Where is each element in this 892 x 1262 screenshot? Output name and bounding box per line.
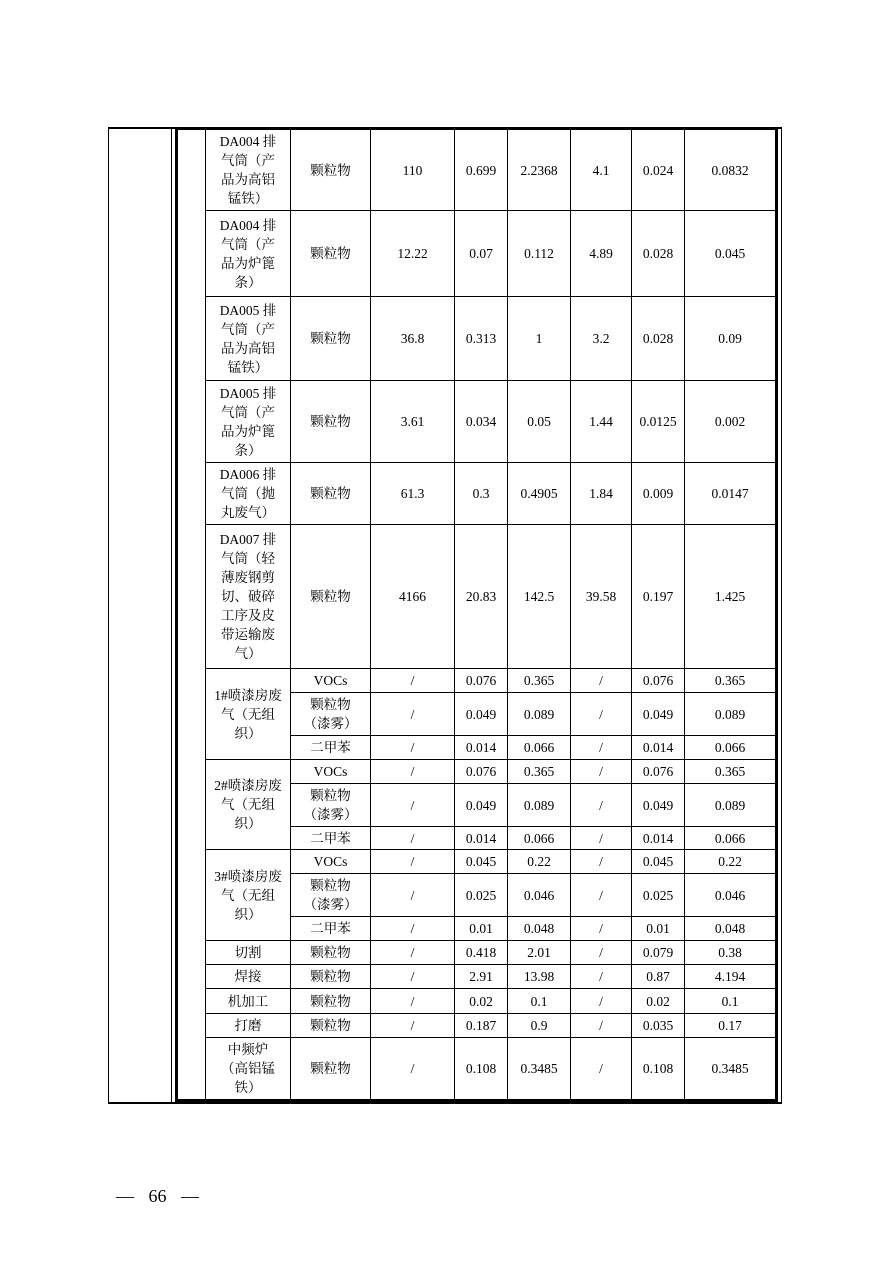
pollutant-cell: 二甲苯 — [291, 827, 371, 850]
value-cell: 0.066 — [508, 827, 571, 850]
value-cell: 0.01 — [455, 917, 508, 941]
value-cell: 0.079 — [632, 941, 685, 965]
value-cell: 0.066 — [508, 736, 571, 760]
table-row — [177, 989, 777, 1014]
value-cell: / — [371, 1014, 455, 1038]
value-cell: 0.045 — [632, 850, 685, 874]
value-cell: / — [371, 736, 455, 760]
pollutant-cell: 颗粒物 — [291, 297, 371, 381]
value-cell: 0.418 — [455, 941, 508, 965]
value-cell: 0.046 — [508, 874, 571, 917]
table-row — [177, 1014, 777, 1038]
table-row — [177, 1038, 777, 1101]
value-cell: 0.365 — [685, 669, 777, 693]
value-cell: / — [371, 917, 455, 941]
emission-source-cell: DA007 排气筒（轻薄废钢剪切、破碎工序及皮带运输废气） — [206, 525, 291, 669]
value-cell: / — [571, 874, 632, 917]
emission-source-cell: DA005 排气筒（产品为炉篦条） — [206, 381, 291, 463]
value-cell: / — [371, 989, 455, 1014]
pollutant-cell: 颗粒物 — [291, 989, 371, 1014]
value-cell: 0.187 — [455, 1014, 508, 1038]
pollutant-cell: 二甲苯 — [291, 917, 371, 941]
value-cell: 0.1 — [508, 989, 571, 1014]
value-cell: 20.83 — [455, 525, 508, 669]
emission-source-cell: 机加工 — [206, 989, 291, 1014]
value-cell: 1.44 — [571, 381, 632, 463]
pollutant-cell: 颗粒物 — [291, 1038, 371, 1101]
value-cell: 0.01 — [632, 917, 685, 941]
value-cell: 0.3 — [455, 463, 508, 525]
value-cell: 0.024 — [632, 129, 685, 211]
value-cell: 142.5 — [508, 525, 571, 669]
value-cell: 0.089 — [508, 693, 571, 736]
value-cell: 2.2368 — [508, 129, 571, 211]
value-cell: 0.4905 — [508, 463, 571, 525]
emission-source-cell: 打磨 — [206, 1014, 291, 1038]
value-cell: 0.02 — [455, 989, 508, 1014]
value-cell: / — [371, 874, 455, 917]
emission-source-cell: DA006 排气筒（抛丸废气） — [206, 463, 291, 525]
value-cell: 0.07 — [455, 211, 508, 297]
value-cell: 0.87 — [632, 965, 685, 989]
table-row — [177, 463, 777, 525]
pollutant-cell: 颗粒物 — [291, 381, 371, 463]
value-cell: 0.05 — [508, 381, 571, 463]
value-cell: 0.045 — [685, 211, 777, 297]
value-cell: 4166 — [371, 525, 455, 669]
value-cell: 0.112 — [508, 211, 571, 297]
value-cell: / — [571, 989, 632, 1014]
value-cell: 0.089 — [508, 784, 571, 827]
blank-column — [177, 129, 206, 1101]
value-cell: 0.02 — [632, 989, 685, 1014]
value-cell: 0.076 — [455, 760, 508, 784]
pollutant-cell: 颗粒物 — [291, 525, 371, 669]
emission-source-cell: 切割 — [206, 941, 291, 965]
value-cell: / — [371, 1038, 455, 1101]
pollutant-cell: 颗粒物 — [291, 211, 371, 297]
value-cell: / — [571, 1014, 632, 1038]
pollutant-cell: 颗粒物 — [291, 965, 371, 989]
table-row — [177, 850, 777, 874]
value-cell: 0.197 — [632, 525, 685, 669]
value-cell: 0.076 — [455, 669, 508, 693]
pollutant-cell: 颗粒物 — [291, 1014, 371, 1038]
table-row — [177, 965, 777, 989]
value-cell: 0.38 — [685, 941, 777, 965]
emission-source-cell: DA004 排气筒（产品为炉篦条） — [206, 211, 291, 297]
value-cell: 0.014 — [455, 827, 508, 850]
value-cell: / — [371, 965, 455, 989]
pollutant-cell: 二甲苯 — [291, 736, 371, 760]
value-cell: 0.066 — [685, 827, 777, 850]
pollutant-cell: 颗粒物（漆雾） — [291, 784, 371, 827]
table-row — [177, 211, 777, 297]
emissions-table-body — [177, 129, 777, 1101]
value-cell: 4.194 — [685, 965, 777, 989]
value-cell: / — [371, 941, 455, 965]
value-cell: 0.365 — [508, 760, 571, 784]
pollutant-cell: 颗粒物 — [291, 463, 371, 525]
table-row — [177, 525, 777, 669]
value-cell: / — [571, 941, 632, 965]
value-cell: 0.048 — [508, 917, 571, 941]
pollutant-cell: 颗粒物 — [291, 129, 371, 211]
table-row — [177, 381, 777, 463]
value-cell: / — [371, 827, 455, 850]
emission-source-cell: 1#喷漆房废气（无组织） — [206, 669, 291, 760]
value-cell: 0.0832 — [685, 129, 777, 211]
value-cell: / — [371, 850, 455, 874]
value-cell: 0.066 — [685, 736, 777, 760]
value-cell: 0.049 — [632, 693, 685, 736]
value-cell: 0.0125 — [632, 381, 685, 463]
pollutant-cell: VOCs — [291, 850, 371, 874]
value-cell: 0.089 — [685, 693, 777, 736]
value-cell: / — [371, 784, 455, 827]
pollutant-cell: VOCs — [291, 669, 371, 693]
emission-source-cell: 中频炉（高铝锰铁） — [206, 1038, 291, 1101]
value-cell: 0.028 — [632, 211, 685, 297]
value-cell: / — [571, 669, 632, 693]
value-cell: 0.22 — [508, 850, 571, 874]
left-column-divider — [171, 127, 172, 1104]
value-cell: 0.108 — [632, 1038, 685, 1101]
value-cell: 110 — [371, 129, 455, 211]
value-cell: 1 — [508, 297, 571, 381]
value-cell: 0.108 — [455, 1038, 508, 1101]
value-cell: / — [571, 784, 632, 827]
value-cell: 4.1 — [571, 129, 632, 211]
page-number: — 66 — — [116, 1186, 199, 1206]
table-row — [177, 669, 777, 693]
value-cell: 0.045 — [455, 850, 508, 874]
value-cell: / — [371, 669, 455, 693]
value-cell: 0.002 — [685, 381, 777, 463]
value-cell: 0.014 — [455, 736, 508, 760]
value-cell: 0.22 — [685, 850, 777, 874]
value-cell: / — [571, 736, 632, 760]
emission-source-cell: 焊接 — [206, 965, 291, 989]
value-cell: 0.034 — [455, 381, 508, 463]
value-cell: 0.076 — [632, 669, 685, 693]
value-cell: 0.035 — [632, 1014, 685, 1038]
value-cell: 3.2 — [571, 297, 632, 381]
pollutant-cell: VOCs — [291, 760, 371, 784]
value-cell: 0.313 — [455, 297, 508, 381]
value-cell: 0.028 — [632, 297, 685, 381]
emission-source-cell: 3#喷漆房废气（无组织） — [206, 850, 291, 941]
emission-source-cell: DA005 排气筒（产品为高铝锰铁） — [206, 297, 291, 381]
value-cell: 0.1 — [685, 989, 777, 1014]
value-cell: / — [571, 965, 632, 989]
value-cell: 0.3485 — [508, 1038, 571, 1101]
table-row — [177, 129, 777, 211]
table-row — [177, 760, 777, 784]
value-cell: / — [571, 917, 632, 941]
value-cell: 0.076 — [632, 760, 685, 784]
pollutant-cell: 颗粒物（漆雾） — [291, 874, 371, 917]
emissions-table — [175, 127, 778, 1102]
value-cell: 0.049 — [455, 784, 508, 827]
value-cell: 0.3485 — [685, 1038, 777, 1101]
value-cell: 13.98 — [508, 965, 571, 989]
table-row — [177, 941, 777, 965]
value-cell: 61.3 — [371, 463, 455, 525]
emission-source-cell: DA004 排气筒（产品为高铝锰铁） — [206, 129, 291, 211]
value-cell: 0.17 — [685, 1014, 777, 1038]
value-cell: 0.365 — [508, 669, 571, 693]
value-cell: 2.01 — [508, 941, 571, 965]
value-cell: 0.046 — [685, 874, 777, 917]
value-cell: 1.84 — [571, 463, 632, 525]
value-cell: 36.8 — [371, 297, 455, 381]
pollutant-cell: 颗粒物（漆雾） — [291, 693, 371, 736]
value-cell: 0.049 — [632, 784, 685, 827]
value-cell: 0.014 — [632, 736, 685, 760]
table-row — [177, 297, 777, 381]
value-cell: 12.22 — [371, 211, 455, 297]
value-cell: 0.049 — [455, 693, 508, 736]
value-cell: 0.9 — [508, 1014, 571, 1038]
value-cell: / — [571, 760, 632, 784]
value-cell: 0.09 — [685, 297, 777, 381]
value-cell: 0.699 — [455, 129, 508, 211]
value-cell: 39.58 — [571, 525, 632, 669]
pollutant-cell: 颗粒物 — [291, 941, 371, 965]
value-cell: 0.025 — [455, 874, 508, 917]
value-cell: / — [571, 1038, 632, 1101]
value-cell: 0.0147 — [685, 463, 777, 525]
value-cell: / — [571, 850, 632, 874]
value-cell: 0.089 — [685, 784, 777, 827]
value-cell: 0.365 — [685, 760, 777, 784]
value-cell: 0.014 — [632, 827, 685, 850]
value-cell: / — [371, 760, 455, 784]
value-cell: 0.009 — [632, 463, 685, 525]
value-cell: / — [571, 827, 632, 850]
value-cell: 2.91 — [455, 965, 508, 989]
value-cell: 0.048 — [685, 917, 777, 941]
emission-source-cell: 2#喷漆房废气（无组织） — [206, 760, 291, 850]
value-cell: 0.025 — [632, 874, 685, 917]
value-cell: / — [571, 693, 632, 736]
value-cell: 3.61 — [371, 381, 455, 463]
value-cell: / — [371, 693, 455, 736]
value-cell: 1.425 — [685, 525, 777, 669]
value-cell: 4.89 — [571, 211, 632, 297]
